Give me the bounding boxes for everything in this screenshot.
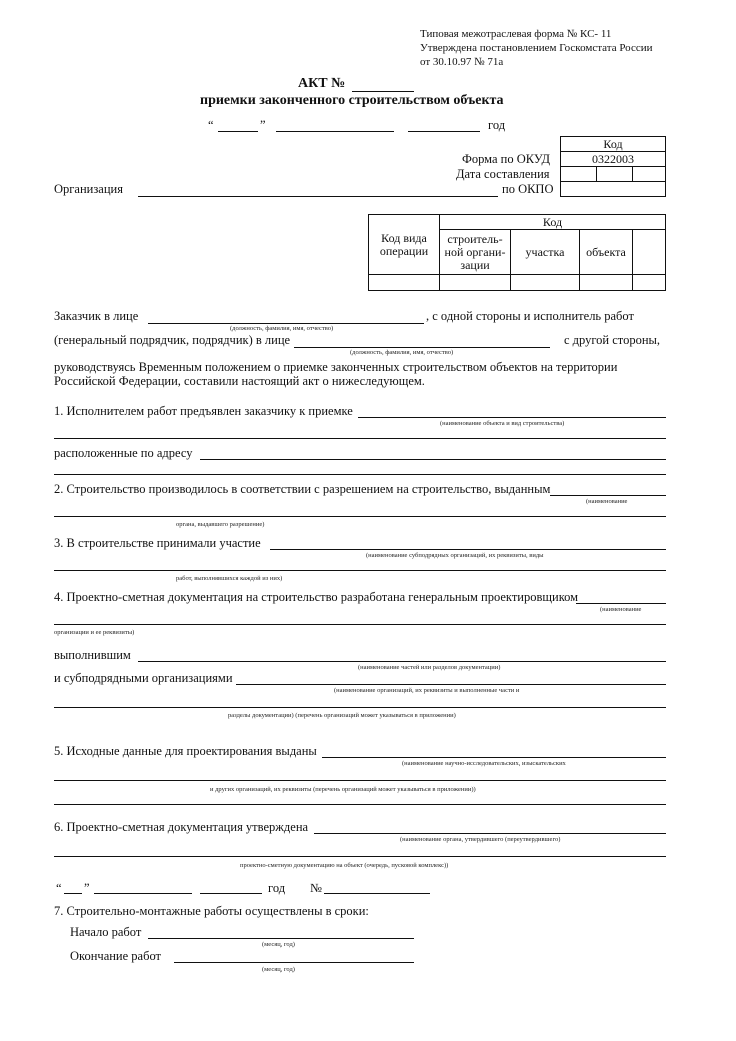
codes-header: Код bbox=[561, 137, 666, 152]
performed-field[interactable] bbox=[138, 661, 666, 662]
p2-hint-1: (наименование bbox=[586, 498, 628, 505]
p2-label: 2. Строительство производилось в соответствии с разрешением на строительство, выданным bbox=[54, 482, 551, 496]
okpo-label: по ОКПО bbox=[502, 182, 554, 196]
act-title: АКТ № bbox=[298, 76, 346, 91]
p4-hint-2: организации и ее реквизиты) bbox=[54, 629, 135, 636]
act-number-field[interactable] bbox=[352, 91, 414, 92]
organization-label: Организация bbox=[54, 182, 123, 196]
p3-hint-1: (наименование субподрядных организаций, их реквизиты, виды bbox=[366, 552, 544, 559]
address-field[interactable] bbox=[200, 459, 666, 460]
p2-field[interactable] bbox=[550, 495, 666, 496]
p3-field-2[interactable] bbox=[54, 570, 666, 571]
date-compiled-label: Дата составления bbox=[456, 167, 550, 181]
sign-date-quote-close: ” bbox=[84, 881, 90, 895]
act-subtitle: приемки законченного строительством объекта bbox=[200, 93, 504, 108]
date-month-field[interactable] bbox=[276, 131, 394, 132]
p5-field-3[interactable] bbox=[54, 804, 666, 805]
extra-value[interactable] bbox=[633, 275, 666, 291]
guided-line-2: Российской Федерации, составили настоящий акт о нижеследующем. bbox=[54, 374, 425, 388]
subcontract-hint-1: (наименование организаций, их реквизиты и выполненные части и bbox=[334, 687, 520, 694]
site-value[interactable] bbox=[511, 275, 580, 291]
subcontract-hint-2: разделы документации) (перечень организаций может указываться в приложении) bbox=[228, 712, 456, 719]
end-field[interactable] bbox=[174, 962, 414, 963]
empty-header bbox=[633, 230, 666, 275]
date-quote-close: ” bbox=[260, 118, 266, 132]
customer-tail: , с одной стороны и исполнитель работ bbox=[426, 309, 634, 323]
site-header: участка bbox=[511, 230, 580, 275]
p1-field[interactable] bbox=[358, 417, 666, 418]
date-year-label: год bbox=[488, 118, 506, 132]
end-hint: (месяц, год) bbox=[262, 966, 295, 973]
address-label: расположенные по адресу bbox=[54, 446, 193, 460]
customer-field[interactable] bbox=[148, 323, 424, 324]
organization-field[interactable] bbox=[138, 196, 498, 197]
p1-hint: (наименование объекта и вид строительства) bbox=[440, 420, 565, 427]
construction-org-value[interactable] bbox=[440, 275, 511, 291]
subcontract-field[interactable] bbox=[236, 684, 666, 685]
date-cell-2[interactable] bbox=[597, 167, 633, 182]
p6-field-2[interactable] bbox=[54, 856, 666, 857]
p1-label: 1. Исполнителем работ предъявлен заказчику к приемке bbox=[54, 404, 353, 418]
date-day-field[interactable] bbox=[218, 131, 258, 132]
performed-hint: (наименование частей или разделов документации) bbox=[358, 664, 501, 671]
customer-hint: (должность, фамилия, имя, отчество) bbox=[230, 325, 334, 332]
customer-label: Заказчик в лице bbox=[54, 309, 139, 323]
p4-field-2[interactable] bbox=[54, 624, 666, 625]
p5-label: 5. Исходные данные для проектирования выданы bbox=[54, 744, 317, 758]
p6-field[interactable] bbox=[314, 833, 666, 834]
codes-table bbox=[560, 136, 666, 197]
p5-hint-2: и других организаций, их реквизиты (перечень организаций может указываться в приложении)) bbox=[210, 786, 476, 793]
sign-date-year-label: год bbox=[268, 881, 286, 895]
sign-number-field[interactable] bbox=[324, 893, 430, 894]
date-year-field[interactable] bbox=[408, 131, 480, 132]
subcontract-label: и субподрядными организациями bbox=[54, 671, 233, 685]
contractor-hint: (должность, фамилия, имя, отчество) bbox=[350, 349, 454, 356]
start-field[interactable] bbox=[148, 938, 414, 939]
date-cell-3[interactable] bbox=[633, 167, 666, 182]
p3-hint-2: работ, выполнявшихся каждой из них) bbox=[176, 575, 283, 582]
sign-date-month-field[interactable] bbox=[94, 893, 192, 894]
operation-type-header: Код вида операции bbox=[369, 215, 440, 275]
form-type-line: Типовая межотраслевая форма № КС- 11 bbox=[420, 28, 612, 40]
okud-value[interactable]: 0322003 bbox=[561, 152, 666, 167]
sign-date-quote-open: “ bbox=[56, 881, 62, 895]
contractor-field[interactable] bbox=[294, 347, 550, 348]
date-quote-open: “ bbox=[208, 118, 214, 132]
p5-hint-1: (наименование научно-исследовательских, изыскательских bbox=[402, 760, 566, 767]
start-label: Начало работ bbox=[70, 925, 142, 939]
okud-label: Форма по ОКУД bbox=[462, 152, 550, 166]
sign-number-label: № bbox=[310, 881, 322, 895]
code-header: Код bbox=[440, 215, 666, 230]
p1-field-2[interactable] bbox=[54, 438, 666, 439]
p6-hint-1: (наименование органа, утвердившего (переутвердившего) bbox=[400, 836, 561, 843]
sign-date-year-field[interactable] bbox=[200, 893, 262, 894]
address-field-2[interactable] bbox=[54, 474, 666, 475]
approval-line: Утверждена постановлением Госкомстата России bbox=[420, 42, 653, 54]
operation-code-table bbox=[368, 214, 666, 291]
contractor-tail: с другой стороны, bbox=[564, 333, 661, 347]
object-value[interactable] bbox=[580, 275, 633, 291]
p3-label: 3. В строительстве принимали участие bbox=[54, 536, 261, 550]
object-header: объекта bbox=[580, 230, 633, 275]
performed-label: выполнившим bbox=[54, 648, 131, 662]
p5-field[interactable] bbox=[322, 757, 666, 758]
approval-date-line: от 30.10.97 № 71а bbox=[420, 56, 504, 68]
p2-field-2[interactable] bbox=[54, 516, 666, 517]
contractor-label: (генеральный подрядчик, подрядчик) в лице bbox=[54, 333, 291, 347]
p2-hint-2: органа, выдавшего разрешение) bbox=[176, 521, 265, 528]
p5-field-2[interactable] bbox=[54, 780, 666, 781]
okpo-value[interactable] bbox=[561, 182, 666, 197]
p3-field[interactable] bbox=[270, 549, 666, 550]
p6-hint-2: проектно-сметную документацию на объект (очередь, пусковой комплекс)) bbox=[240, 862, 449, 869]
end-label: Окончание работ bbox=[70, 949, 161, 963]
date-cell-1[interactable] bbox=[561, 167, 597, 182]
guided-line-1: руководствуясь Временным положением о приемке законченных строительством объектов на территории bbox=[54, 360, 618, 374]
p4-hint-1: (наименование bbox=[600, 606, 642, 613]
sign-date-day-field[interactable] bbox=[64, 893, 82, 894]
p7-label: 7. Строительно-монтажные работы осуществлены в сроки: bbox=[54, 904, 369, 918]
start-hint: (месяц, год) bbox=[262, 941, 295, 948]
subcontract-field-2[interactable] bbox=[54, 707, 666, 708]
p4-label: 4. Проектно-сметная документация на строительство разработана генеральным проектировщиком bbox=[54, 590, 579, 604]
construction-org-header: строитель-ной органи-зации bbox=[440, 230, 511, 275]
p6-label: 6. Проектно-сметная документация утверждена bbox=[54, 820, 309, 834]
p4-field[interactable] bbox=[576, 603, 666, 604]
operation-type-value[interactable] bbox=[369, 275, 440, 291]
